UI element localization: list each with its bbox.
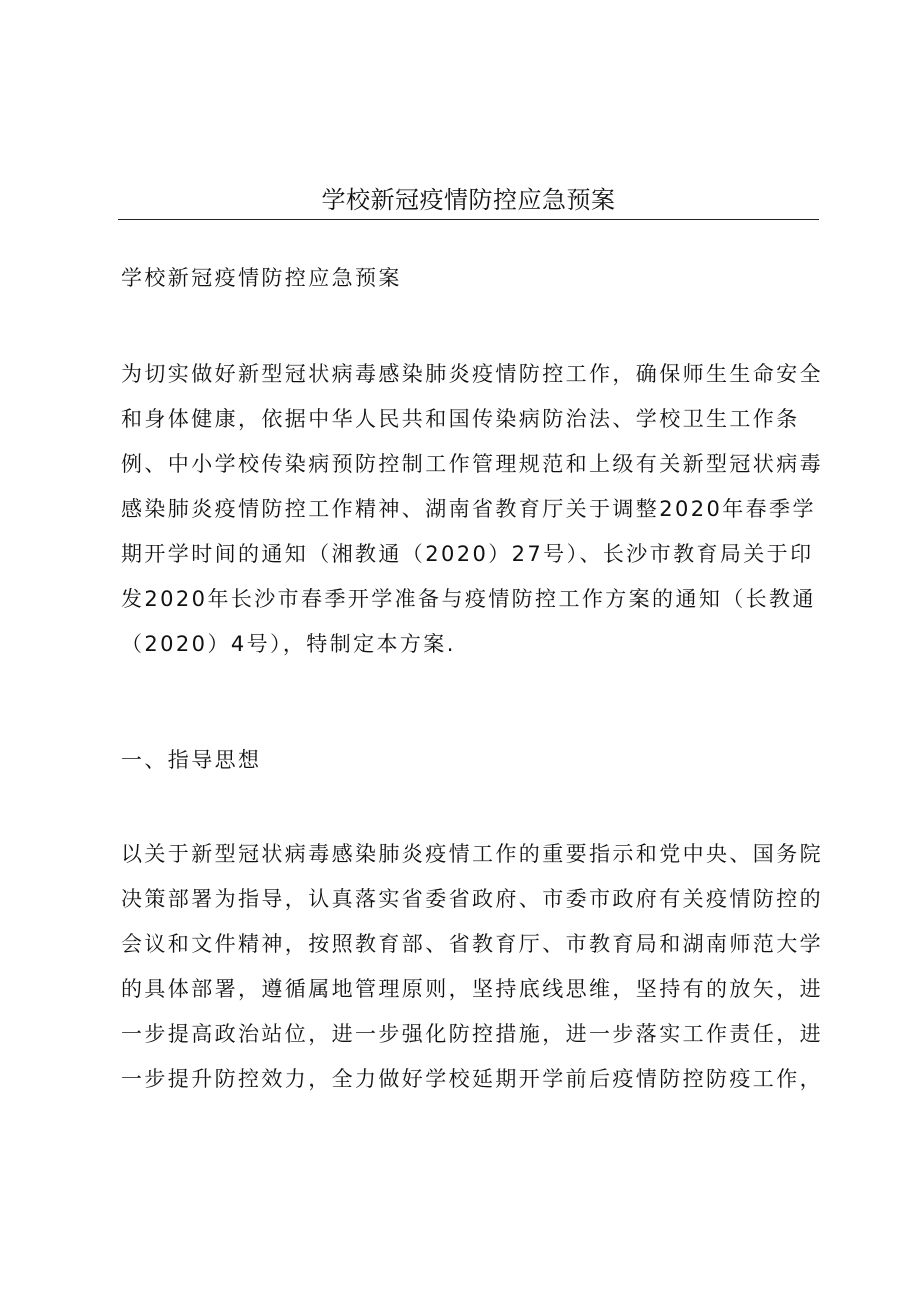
paragraph-line: 发2020年长沙市春季开学准备与疫情防控工作方案的通知（长教通: [121, 587, 816, 611]
paragraph-line: 一步提高政治站位，进一步强化防控措施，进一步落实工作责任，进: [121, 1022, 823, 1046]
subtitle-text: 学校新冠疫情防控应急预案: [121, 266, 402, 290]
section-heading-text: 一、指导思想: [121, 748, 262, 772]
paragraph-line: （2020）4号），特制定本方案.: [121, 632, 456, 656]
title-underline: [118, 219, 819, 220]
section-heading-guiding-ideology: [121, 738, 821, 783]
paragraph-line: 感染肺炎疫情防控工作精神、湖南省教育厅关于调整2020年春季学: [121, 497, 816, 521]
paragraph-line: 以关于新型冠状病毒感染肺炎疫情工作的重要指示和党中央、国务院: [121, 842, 823, 866]
paragraph-line: 期开学时间的通知（湘教通（2020）27号）、长沙市教育局关于印: [121, 542, 814, 566]
document-subtitle: [121, 256, 821, 301]
paragraph-line: 一步提升防控效力，全力做好学校延期开学前后疫情防控防疫工作，: [121, 1067, 823, 1091]
paragraph-line: 例、中小学校传染病预防控制工作管理规范和上级有关新型冠状病毒: [121, 452, 823, 476]
paragraph-intro: [121, 352, 821, 667]
paragraph-line: 的具体部署，遵循属地管理原则，坚持底线思维，坚持有的放矢，进: [121, 977, 823, 1001]
paragraph-line: 为切实做好新型冠状病毒感染肺炎疫情防控工作，确保师生生命安全: [121, 362, 823, 386]
page-title: 学校新冠疫情防控应急预案: [321, 186, 616, 214]
paragraph-guiding-ideology: [121, 832, 821, 1102]
paragraph-line: 和身体健康，依据中华人民共和国传染病防治法、学校卫生工作条: [121, 407, 800, 431]
paragraph-line: 决策部署为指导，认真落实省委省政府、市委市政府有关疫情防控的: [121, 887, 823, 911]
paragraph-line: 会议和文件精神，按照教育部、省教育厅、市教育局和湖南师范大学: [121, 932, 823, 956]
